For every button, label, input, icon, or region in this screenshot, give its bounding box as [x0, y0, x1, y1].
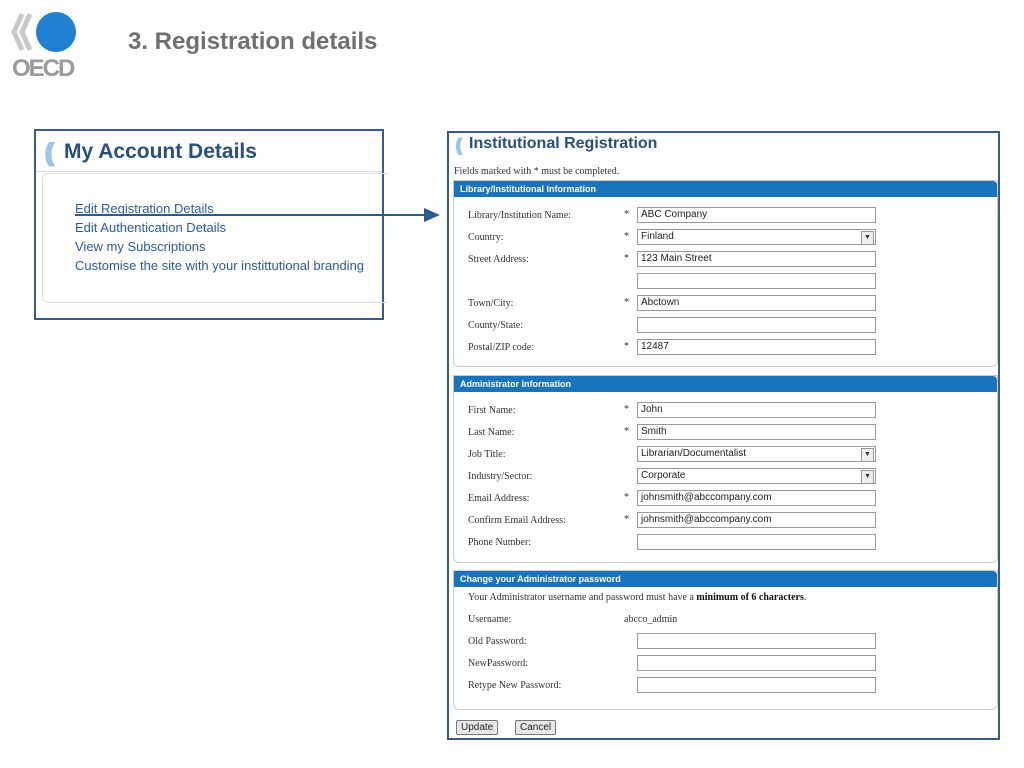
- field-label: Town/City:: [468, 298, 514, 309]
- field-label: Email Address:: [468, 493, 530, 504]
- password-info-text: Your Administrator username and password must have a: [468, 592, 697, 603]
- field-label: Username:: [468, 614, 512, 625]
- postal-code-input[interactable]: 12487: [637, 339, 876, 355]
- country-select[interactable]: [637, 229, 876, 245]
- required-marker: *: [624, 492, 629, 503]
- county-state-input[interactable]: [637, 317, 876, 333]
- field-label: First Name:: [468, 405, 516, 416]
- chevron-left-icon: ((: [44, 137, 50, 167]
- form-row: [454, 653, 997, 675]
- form-row: [454, 337, 997, 359]
- form-row: [454, 293, 997, 315]
- country-select-value: Finland: [641, 231, 674, 242]
- password-info: [468, 592, 806, 603]
- required-marker: *: [624, 404, 629, 415]
- form-row: [454, 532, 997, 554]
- form-row: [454, 488, 997, 510]
- field-label: Phone Number:: [468, 537, 532, 548]
- field-label: Confirm Email Address:: [468, 515, 566, 526]
- required-marker: *: [624, 297, 629, 308]
- logo-text: OECD: [12, 55, 74, 80]
- cancel-button[interactable]: Cancel: [515, 720, 556, 735]
- field-label: Retype New Password:: [468, 680, 562, 691]
- new-password-input[interactable]: [637, 655, 876, 671]
- form-row: [454, 631, 997, 653]
- password-section: [453, 570, 998, 710]
- form-row: [454, 466, 997, 488]
- street-address-input[interactable]: 123 Main Street: [637, 251, 876, 267]
- form-row: [454, 227, 997, 249]
- chevron-left-icon: ((: [455, 135, 459, 155]
- password-section-header: Change your Administrator password: [454, 571, 997, 587]
- chevron-down-icon[interactable]: ▼: [861, 231, 874, 245]
- form-row: [454, 271, 997, 293]
- registration-header: [449, 133, 998, 155]
- field-label: NewPassword:: [468, 658, 528, 669]
- field-label: Library/Institution Name:: [468, 210, 572, 221]
- form-row: [454, 315, 997, 337]
- required-note: Fields marked with * must be completed.: [454, 166, 620, 177]
- confirm-email-input[interactable]: johnsmith@abccompany.com: [637, 512, 876, 528]
- required-marker: *: [624, 209, 629, 220]
- required-marker: *: [624, 231, 629, 242]
- admin-section-header: Administrator Information: [454, 376, 997, 392]
- field-label: County/State:: [468, 320, 523, 331]
- registration-panel: [447, 131, 1000, 740]
- required-marker: *: [624, 341, 629, 352]
- password-info-bold: minimum of 6 characters: [696, 592, 804, 603]
- username-value: abcco_admin: [624, 614, 678, 625]
- edit-authentication-link[interactable]: Edit Authentication Details: [75, 220, 227, 235]
- email-input[interactable]: johnsmith@abccompany.com: [637, 490, 876, 506]
- industry-sector-select[interactable]: [637, 468, 876, 484]
- slide-title: 3. Registration details: [128, 28, 378, 55]
- form-row: [454, 609, 997, 631]
- field-label: Job Title:: [468, 449, 506, 460]
- required-marker: *: [624, 426, 629, 437]
- institution-name-input[interactable]: ABC Company: [637, 207, 876, 223]
- retype-password-input[interactable]: [637, 677, 876, 693]
- edit-registration-link[interactable]: Edit Registration Details: [75, 201, 214, 216]
- job-title-select[interactable]: [637, 446, 876, 462]
- first-name-input[interactable]: John: [637, 402, 876, 418]
- required-marker: *: [624, 253, 629, 264]
- field-label: Street Address:: [468, 254, 529, 265]
- form-row: [454, 205, 997, 227]
- town-city-input[interactable]: Abctown: [637, 295, 876, 311]
- field-label: Industry/Sector:: [468, 471, 533, 482]
- registration-title: Institutional Registration: [469, 135, 658, 152]
- update-button[interactable]: Update: [456, 720, 498, 735]
- form-row: [454, 422, 997, 444]
- field-label: Country:: [468, 232, 504, 243]
- field-label: Postal/ZIP code:: [468, 342, 535, 353]
- old-password-input[interactable]: [637, 633, 876, 649]
- form-row: [454, 675, 997, 697]
- job-title-select-value: Librarian/Documentalist: [641, 448, 747, 459]
- customise-branding-link[interactable]: Customise the site with your instittutional branding: [75, 258, 365, 273]
- view-subscriptions-link[interactable]: View my Subscriptions: [75, 239, 206, 254]
- chevron-down-icon[interactable]: ▼: [861, 448, 874, 462]
- form-row: [454, 400, 997, 422]
- required-marker: *: [624, 514, 629, 525]
- chevron-down-icon[interactable]: ▼: [861, 470, 874, 484]
- library-section-header: Library/Institutional Information: [454, 181, 997, 197]
- last-name-input[interactable]: Smith: [637, 424, 876, 440]
- form-row: [454, 249, 997, 271]
- field-label: Old Password:: [468, 636, 527, 647]
- form-row: [454, 510, 997, 532]
- phone-number-input[interactable]: [637, 534, 876, 550]
- password-info-suffix: .: [803, 592, 807, 603]
- password-info-row: [454, 587, 997, 609]
- admin-section: [453, 375, 998, 563]
- industry-sector-select-value: Corporate: [641, 470, 686, 481]
- form-row: [454, 444, 997, 466]
- field-label: Last Name:: [468, 427, 515, 438]
- street-address-line2-input[interactable]: [637, 273, 876, 289]
- account-title: My Account Details: [64, 140, 257, 163]
- library-section: [453, 180, 998, 367]
